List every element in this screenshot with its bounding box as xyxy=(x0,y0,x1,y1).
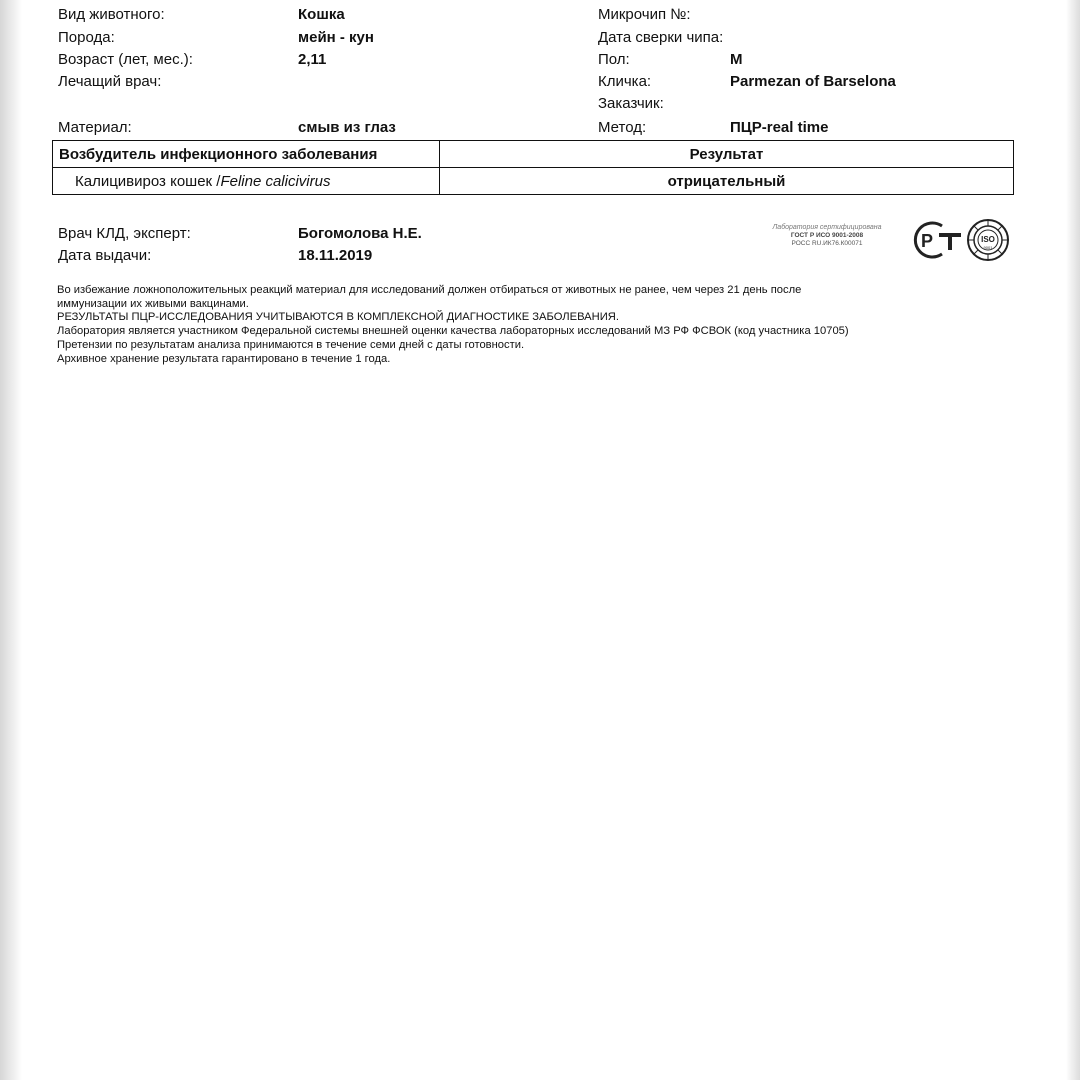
pct-certification-icon xyxy=(912,220,964,260)
issue-date-value: 18.11.2019 xyxy=(298,247,373,264)
expert-value: Богомолова Н.Е. xyxy=(298,225,422,242)
table-row xyxy=(53,168,1014,195)
footnotes xyxy=(57,284,1017,366)
animal-label: Вид животного: xyxy=(58,6,165,23)
nickname-label: Кличка: xyxy=(598,73,652,90)
chip-label: Микрочип №: xyxy=(598,6,691,23)
results-table-header xyxy=(53,141,1014,168)
sex-label: Пол: xyxy=(598,51,630,68)
header-pathogen: Возбудитель инфекционного заболевания xyxy=(53,141,440,168)
breed-label: Порода: xyxy=(58,29,115,46)
cut-off-top-line xyxy=(58,0,698,4)
note-line: иммунизации их живыми вакцинами. xyxy=(57,297,249,310)
certification-text xyxy=(748,224,906,248)
svg-text:ISO: ISO xyxy=(981,235,995,244)
result-cell: отрицательный xyxy=(440,168,1014,195)
pathogen-latin: Feline calicivirus xyxy=(220,172,331,190)
breed-value: мейн - кун xyxy=(298,29,374,46)
sex-value: М xyxy=(730,51,743,68)
issue-date-label: Дата выдачи: xyxy=(58,247,152,264)
doctor-label: Лечащий врач: xyxy=(58,73,162,90)
iso-certification-icon xyxy=(966,218,1010,262)
cert-line-3: РОСС RU.ИК76.К00071 xyxy=(791,240,863,247)
cert-line-1: Лаборатория сертифицирована xyxy=(772,224,882,231)
header-result: Результат xyxy=(440,141,1014,168)
note-line: Лаборатория является участником Федеральной системы внешней оценки качества лабораторных исследований МЗ РФ ФСВОК (код участника 10705) xyxy=(57,325,849,338)
note-line: Во избежание ложноположительных реакций материал для исследований должен отбираться от животных не ранее, чем через 21 день после xyxy=(57,284,802,296)
animal-value: Кошка xyxy=(298,6,345,23)
age-label: Возраст (лет, мес.): xyxy=(58,51,193,68)
svg-text:Р: Р xyxy=(921,231,934,251)
expert-label: Врач КЛД, эксперт: xyxy=(58,225,191,242)
note-line: РЕЗУЛЬТАТЫ ПЦР-ИССЛЕДОВАНИЯ УЧИТЫВАЮТСЯ В КОМПЛЕКСНОЙ ДИАГНОСТИКЕ ЗАБОЛЕВАНИЯ. xyxy=(57,311,619,324)
results-table xyxy=(52,140,1014,195)
page-right-edge xyxy=(1066,0,1080,1080)
method-label: Метод: xyxy=(598,119,647,136)
pathogen-name: Калицивироз кошек / xyxy=(75,172,221,190)
material-value: смыв из глаз xyxy=(298,119,396,136)
note-line: Архивное хранение результата гарантировано в течение 1 года. xyxy=(57,352,391,365)
client-label: Заказчик: xyxy=(598,95,664,112)
note-line: Претензии по результатам анализа принимаются в течение семи дней с даты готовности. xyxy=(57,338,525,351)
age-value: 2,11 xyxy=(298,51,327,68)
chip-date-label: Дата сверки чипа: xyxy=(598,29,724,46)
cert-line-2: ГОСТ Р ИСО 9001-2008 xyxy=(790,232,864,239)
svg-text:9001: 9001 xyxy=(983,245,993,250)
page-left-edge xyxy=(0,0,22,1080)
pathogen-cell xyxy=(53,168,440,195)
material-label: Материал: xyxy=(58,119,132,136)
method-value: ПЦР-real time xyxy=(730,119,829,136)
nickname-value: Parmezan of Barselona xyxy=(730,73,896,90)
